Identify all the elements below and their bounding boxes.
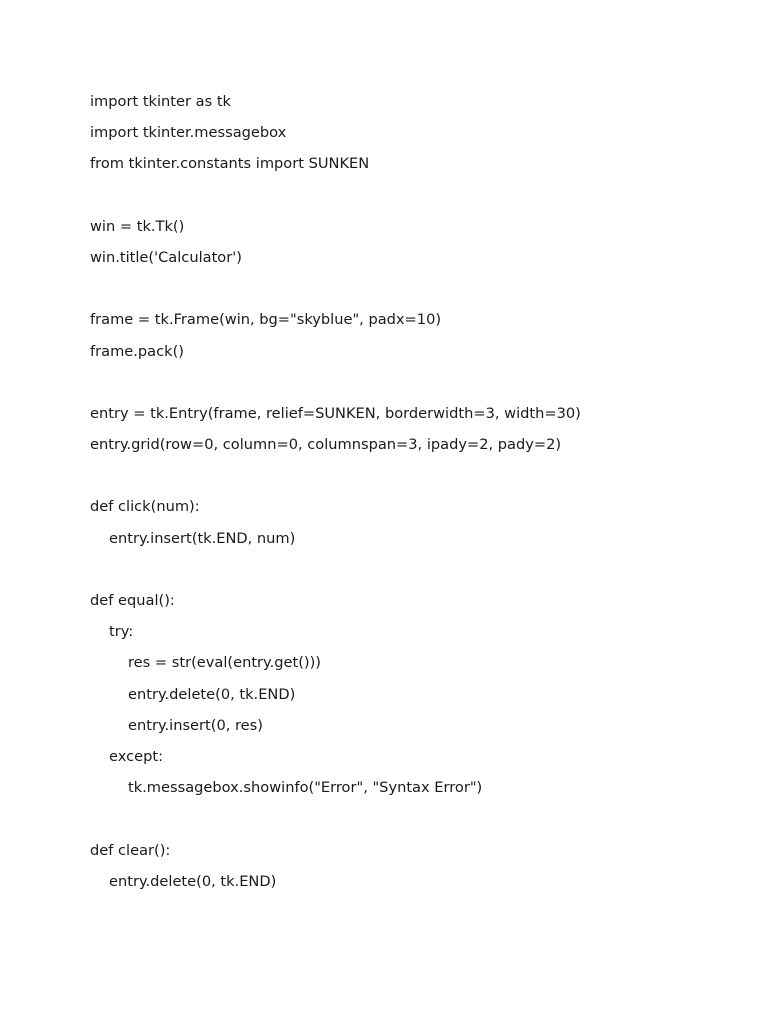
code-line: except:: [109, 747, 164, 765]
blank-line: [90, 180, 750, 211]
code-line: import tkinter.messagebox: [90, 124, 287, 142]
code-line: tk.messagebox.showinfo("Error", "Syntax Error"): [128, 779, 483, 797]
code-line: frame.pack(): [90, 342, 184, 360]
code-listing: [90, 86, 750, 897]
code-line: import tkinter as tk: [90, 93, 231, 110]
code-line: win.title('Calculator'): [90, 248, 242, 266]
blank-line: [90, 803, 750, 834]
code-line: win = tk.Tk(): [90, 217, 185, 235]
code-line: entry.delete(0, tk.END): [128, 685, 296, 703]
code-line: def click(num):: [90, 498, 200, 516]
code-line: entry.grid(row=0, column=0, columnspan=3, ipady=2, pady=2): [90, 436, 562, 454]
code-line: frame = tk.Frame(win, bg="skyblue", padx=10): [90, 311, 442, 329]
code-line: entry.insert(0, res): [128, 716, 263, 734]
code-line: entry.delete(0, tk.END): [109, 872, 277, 890]
code-line: def clear():: [90, 841, 171, 859]
blank-line: [90, 367, 750, 398]
code-line: entry = tk.Entry(frame, relief=SUNKEN, borderwidth=3, width=30): [90, 404, 581, 422]
code-line: entry.insert(tk.END, num): [109, 529, 296, 547]
code-line: res = str(eval(entry.get())): [128, 654, 321, 672]
code-line: try:: [109, 623, 134, 641]
blank-line: [90, 273, 750, 304]
code-line: from tkinter.constants import SUNKEN: [90, 155, 370, 173]
blank-line: [90, 460, 750, 491]
code-line: def equal():: [90, 592, 175, 609]
blank-line: [90, 554, 750, 585]
